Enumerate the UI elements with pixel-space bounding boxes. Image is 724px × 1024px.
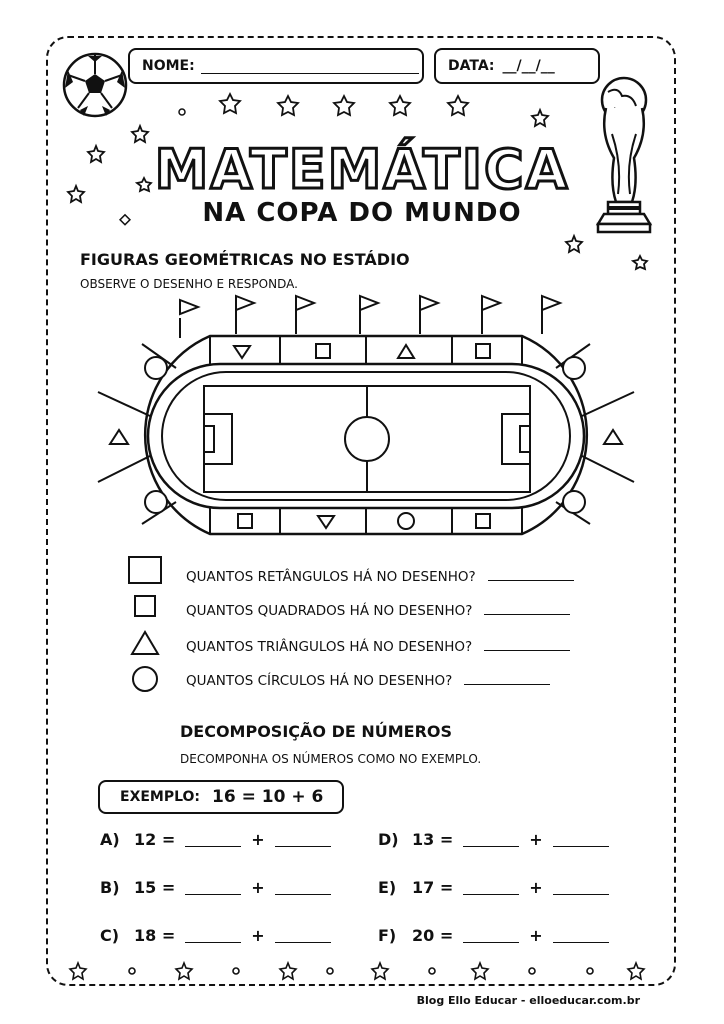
blank-field[interactable]: [185, 928, 241, 943]
blank-field[interactable]: [275, 928, 331, 943]
date-slashes: __/__/__: [502, 58, 555, 74]
star-icon: [448, 96, 468, 115]
blank-field[interactable]: [185, 832, 241, 847]
name-label: NOME:: [142, 58, 195, 74]
star-icon: [566, 236, 582, 252]
answer-line[interactable]: [464, 670, 550, 685]
square-shape: [135, 596, 155, 616]
star-icon: [278, 96, 298, 115]
circle-shape: [133, 667, 157, 691]
triangle-shape: [132, 632, 158, 654]
item-f: F) 20 = +: [378, 926, 619, 945]
star-icon: [70, 963, 86, 979]
item-b: B) 15 = +: [100, 878, 341, 897]
section1-instruction: OBSERVE O DESENHO E RESPONDA.: [80, 277, 298, 291]
blank-field[interactable]: [185, 880, 241, 895]
blank-field[interactable]: [553, 880, 609, 895]
blank-field[interactable]: [463, 880, 519, 895]
star-icon: [633, 256, 647, 269]
stadium-drawing: [90, 292, 642, 546]
section2-heading: DECOMPOSIÇÃO DE NÚMEROS: [180, 722, 453, 741]
answer-line[interactable]: [484, 600, 570, 615]
star-icon: [280, 963, 296, 979]
question-squares: QUANTOS QUADRADOS HÁ NO DESENHO?: [186, 600, 570, 619]
star-icon: [390, 96, 410, 115]
page-subtitle: NA COPA DO MUNDO: [202, 198, 522, 228]
example-label: EXEMPLO:: [120, 789, 201, 805]
question-shapes: [126, 554, 166, 694]
page-title: MATEMÁTICA: [154, 138, 570, 201]
section1-heading: FIGURAS GEOMÉTRICAS NO ESTÁDIO: [80, 250, 410, 269]
answer-line[interactable]: [488, 566, 574, 581]
bottom-decoration: [60, 960, 660, 982]
star-icon: [628, 963, 644, 979]
item-e: E) 17 = +: [378, 878, 619, 897]
answer-line[interactable]: [484, 636, 570, 651]
item-a: A) 12 = +: [100, 830, 341, 849]
blank-field[interactable]: [463, 832, 519, 847]
example-box: [98, 780, 344, 814]
star-icon: [372, 963, 388, 979]
item-d: D) 13 = +: [378, 830, 619, 849]
date-label: DATA:: [448, 58, 495, 74]
question-triangles: QUANTOS TRIÂNGULOS HÁ NO DESENHO?: [186, 636, 570, 655]
blank-field[interactable]: [275, 832, 331, 847]
item-c: C) 18 = +: [100, 926, 341, 945]
star-icon: [176, 963, 192, 979]
footer-credit: Blog Ello Educar - elloeducar.com.br: [416, 994, 640, 1007]
star-icon: [472, 963, 488, 979]
example-equation: 16 = 10 + 6: [212, 787, 324, 807]
question-circles: QUANTOS CÍRCULOS HÁ NO DESENHO?: [186, 670, 550, 689]
flags: [180, 296, 560, 338]
blank-field[interactable]: [553, 928, 609, 943]
blank-field[interactable]: [463, 928, 519, 943]
star-icon: [334, 96, 354, 115]
section2-instruction: DECOMPONHA OS NÚMEROS COMO NO EXEMPLO.: [180, 752, 482, 766]
blank-field[interactable]: [553, 832, 609, 847]
question-rectangles: QUANTOS RETÂNGULOS HÁ NO DESENHO?: [186, 566, 574, 585]
blank-field[interactable]: [275, 880, 331, 895]
star-icon: [532, 110, 548, 126]
star-icon: [220, 94, 240, 113]
rectangle-shape: [129, 557, 161, 583]
